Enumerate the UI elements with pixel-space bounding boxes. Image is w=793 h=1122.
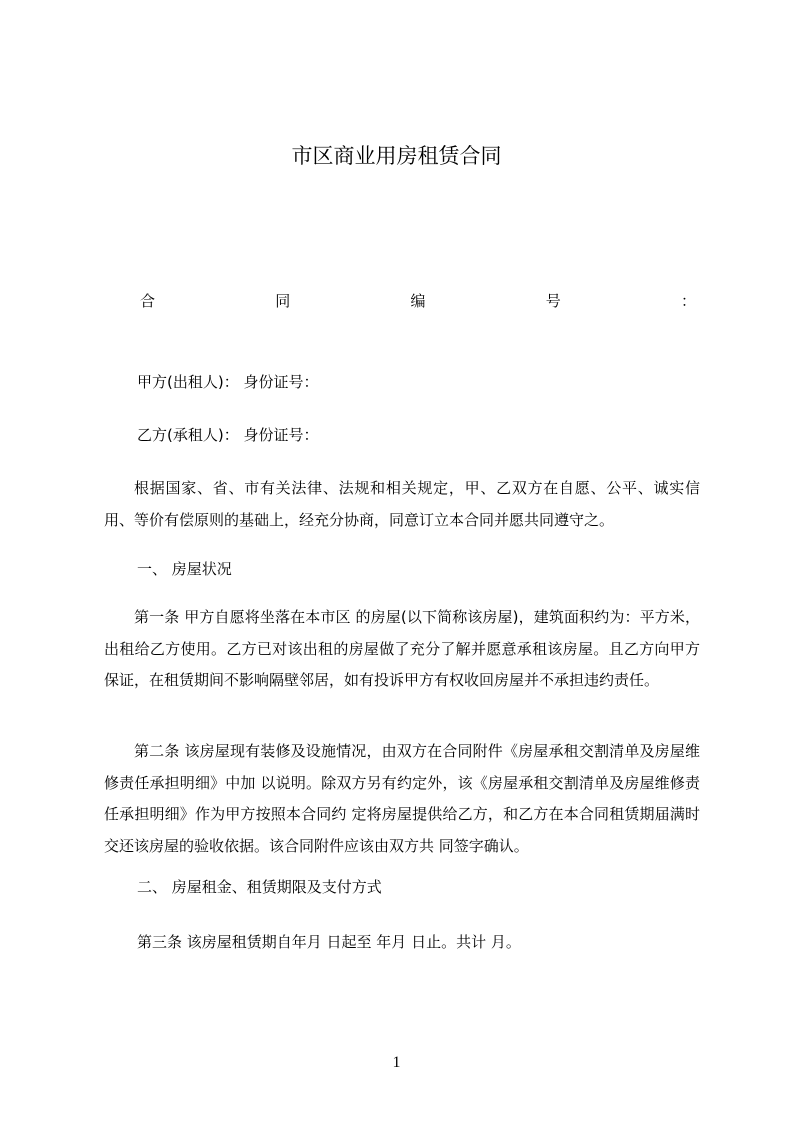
contract-number-char: 号 bbox=[545, 292, 561, 310]
page-number: 1 bbox=[392, 1054, 401, 1071]
document-title: 市区商业用房租赁合同 bbox=[291, 144, 502, 168]
section-1-heading: 一、 房屋状况 bbox=[137, 560, 232, 578]
article-1-paragraph: 第一条 甲方自愿将坐落在本市区 的房屋(以下简称该房屋)，建筑面积约为：平方米，出租给乙方使用。乙方已对该出租的房屋做了充分了解并愿意承租该房屋。且乙方向甲方保证，在租赁期间不影响隔壁邻居，如有投诉甲方有权收回房屋并不承担违约责任。 bbox=[104, 608, 700, 689]
contract-number-char: 编 bbox=[410, 292, 426, 310]
party-a-line: 甲方(出租人)： 身份证号： bbox=[137, 373, 319, 391]
contract-number-char: 合 bbox=[140, 292, 156, 310]
article-3-paragraph: 第三条 该房屋租赁期自年月 日起至 年月 日止。共计 月。 bbox=[137, 933, 521, 951]
preamble-paragraph: 根据国家、省、市有关法律、法规和相关规定，甲、乙双方在自愿、公平、诚实信用、等价有偿原则的基础上，经充分协商，同意订立本合同并愿共同遵守之。 bbox=[104, 479, 700, 529]
article-2-paragraph: 第二条 该房屋现有装修及设施情况，由双方在合同附件《房屋承租交割清单及房屋维修责任承担明细》中加 以说明。除双方另有约定外，该《房屋承租交割清单及房屋维修责任承担明细》作为甲方按照本合同约 定将房屋提供给乙方，和乙方在本合同租赁期届满时交还该房屋的验收依据。该合同附件应该由双方共 同签字确认。 bbox=[104, 742, 700, 855]
section-2-heading: 二、 房屋租金、租赁期限及支付方式 bbox=[137, 878, 382, 896]
contract-number-line bbox=[140, 290, 696, 312]
party-b-line: 乙方(承租人)： 身份证号： bbox=[137, 426, 319, 444]
contract-number-colon: ： bbox=[680, 292, 696, 310]
contract-number-char: 同 bbox=[275, 292, 291, 310]
